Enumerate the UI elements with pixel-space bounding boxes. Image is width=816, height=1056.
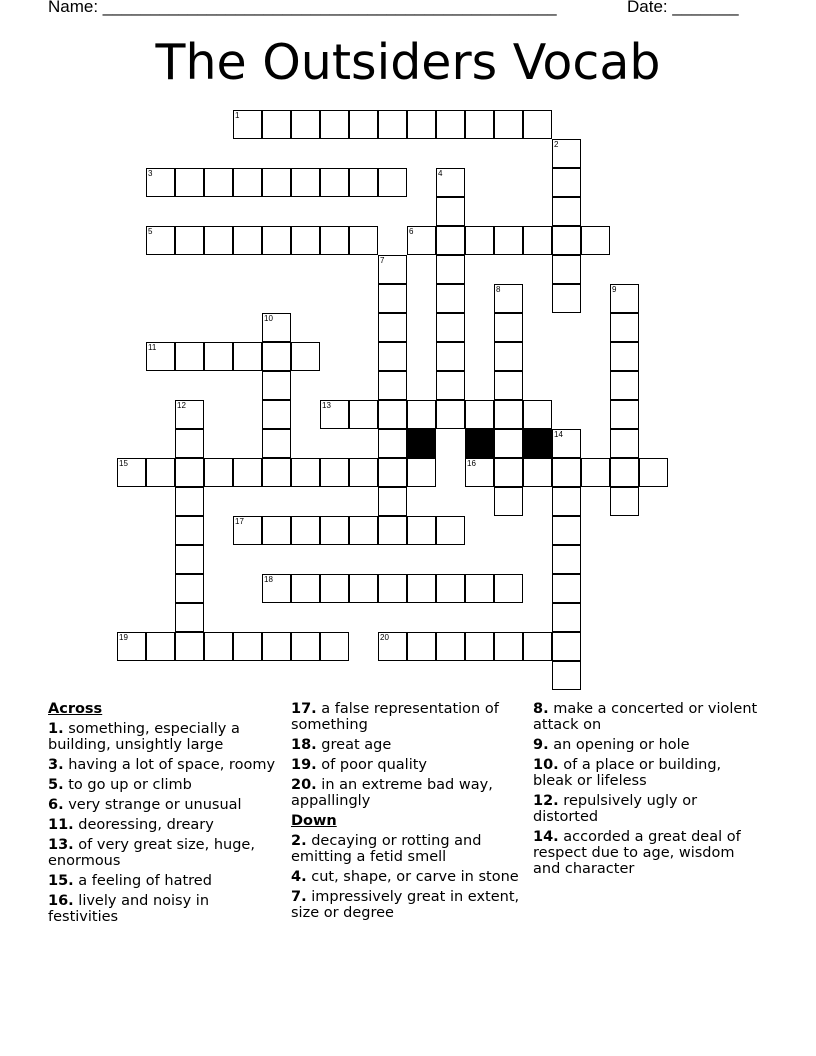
clue-text: in an extreme bad way, appallingly [291,777,493,809]
clues-column-1 [48,701,280,929]
crossword-cell[interactable] [320,516,349,545]
crossword-cell[interactable] [610,458,639,487]
crossword-cell[interactable] [146,168,175,197]
clue-number-label: 13. [48,837,74,853]
crossword-cell[interactable] [407,516,436,545]
crossword-cell[interactable] [146,226,175,255]
crossword-cell[interactable] [378,632,407,661]
crossword-cell[interactable] [523,226,552,255]
crossword-cell[interactable] [262,313,291,342]
crossword-cell[interactable] [436,632,465,661]
crossword-cell[interactable] [436,574,465,603]
clue-text: of poor quality [316,757,428,773]
crossword-cell[interactable] [320,400,349,429]
crossword-cell[interactable] [552,429,581,458]
crossword-cell[interactable] [378,255,407,284]
clue-number: 8 [496,285,501,294]
crossword-cell[interactable] [204,168,233,197]
crossword-cell[interactable] [233,226,262,255]
crossword-cell[interactable] [436,110,465,139]
clue-number-label: 4. [291,869,307,885]
crossword-cell[interactable] [204,226,233,255]
crossword-cell[interactable] [610,429,639,458]
crossword-cell[interactable] [523,458,552,487]
crossword-cell[interactable] [465,400,494,429]
crossword-cell[interactable] [262,458,291,487]
crossword-cell[interactable] [262,400,291,429]
across-clue [291,737,523,753]
crossword-cell[interactable] [262,342,291,371]
crossword-cell[interactable] [494,574,523,603]
crossword-cell[interactable] [494,226,523,255]
crossword-cell[interactable] [320,110,349,139]
clue-number: 12 [177,401,186,410]
crossword-cell[interactable] [494,429,523,458]
clue-text: an opening or hole [548,737,690,753]
down-clue [291,889,523,921]
crossword-cell[interactable] [552,661,581,690]
across-heading: Across [48,701,103,717]
clue-number: 3 [148,169,153,178]
clue-number: 19 [119,633,128,642]
clue-number-label: 15. [48,873,74,889]
clue-text: great age [316,737,392,753]
crossword-cell[interactable] [378,429,407,458]
crossword-cell[interactable] [262,371,291,400]
across-clue [291,701,523,733]
across-clue [48,721,280,753]
crossword-cell[interactable] [378,313,407,342]
down-clue [291,833,523,865]
clue-text: very strange or unusual [63,797,242,813]
crossword-cell[interactable] [552,197,581,226]
crossword-cell[interactable] [552,574,581,603]
across-clue [291,777,523,809]
crossword-cell[interactable] [407,110,436,139]
crossword-cell[interactable] [349,400,378,429]
crossword-cell[interactable] [378,284,407,313]
crossword-cell[interactable] [175,400,204,429]
crossword-cell[interactable] [146,342,175,371]
clue-text: of very great size, huge, enormous [48,837,255,869]
crossword-cell[interactable] [436,197,465,226]
clue-number: 11 [148,343,157,352]
crossword-cell[interactable] [436,168,465,197]
clue-number: 1 [235,111,240,120]
crossword-cell[interactable] [523,632,552,661]
crossword-cell[interactable] [291,226,320,255]
clue-number: 14 [554,430,563,439]
crossword-cell[interactable] [146,632,175,661]
clue-number: 20 [380,633,389,642]
crossword-cell[interactable] [204,632,233,661]
clue-number: 2 [554,140,559,149]
crossword-cell[interactable] [175,516,204,545]
crossword-cell[interactable] [465,110,494,139]
crossword-cell[interactable] [581,226,610,255]
crossword-cell[interactable] [291,110,320,139]
across-clue [48,797,280,813]
across-clue [48,837,280,869]
crossword-cell[interactable] [262,632,291,661]
crossword-cell[interactable] [349,226,378,255]
crossword-cell[interactable] [262,429,291,458]
crossword-cell[interactable] [465,574,494,603]
clue-number-label: 5. [48,777,64,793]
clue-number: 15 [119,459,128,468]
across-clue [48,757,280,773]
crossword-cell[interactable] [233,168,262,197]
crossword-cell[interactable] [407,458,436,487]
clue-text: lively and noisy in festivities [48,893,210,925]
crossword-cell[interactable] [320,168,349,197]
clue-text: a false representation of something [291,701,499,733]
crossword-cell[interactable] [639,458,668,487]
clue-text: decaying or rotting and emitting a fetid smell [291,833,482,865]
crossword-cell[interactable] [436,255,465,284]
clues-column-3 [533,701,765,881]
crossword-cell[interactable] [262,168,291,197]
clue-number: 5 [148,227,153,236]
clue-number-label: 16. [48,893,74,909]
crossword-cell[interactable] [581,458,610,487]
crossword-cell[interactable] [320,458,349,487]
crossword-cell[interactable] [610,400,639,429]
crossword-cell[interactable] [494,342,523,371]
crossword-cell[interactable] [494,313,523,342]
crossword-cell[interactable] [407,226,436,255]
clue-text: a feeling of hatred [73,873,212,889]
crossword-cell[interactable] [523,400,552,429]
crossword-cell[interactable] [465,632,494,661]
clue-number: 4 [438,169,443,178]
crossword-cell[interactable] [378,371,407,400]
crossword-cell[interactable] [378,168,407,197]
name-field-label[interactable]: Name: ________________________________________________ [48,0,557,16]
crossword-cell[interactable] [610,342,639,371]
clue-number-label: 6. [48,797,64,813]
clue-number: 16 [467,459,476,468]
crossword-cell[interactable] [494,400,523,429]
crossword-cell[interactable] [175,168,204,197]
crossword-cell[interactable] [204,342,233,371]
clue-number-label: 14. [533,829,559,845]
crossword-cell[interactable] [175,458,204,487]
clue-number: 13 [322,401,331,410]
crossword-cell[interactable] [378,342,407,371]
clue-text: accorded a great deal of respect due to age, wisdom and character [533,829,741,877]
crossword-cell[interactable] [552,632,581,661]
crossword-cell[interactable] [233,516,262,545]
crossword-cell[interactable] [494,632,523,661]
down-clue [533,757,765,789]
down-clue [533,793,765,825]
clue-number: 18 [264,575,273,584]
crossword-cell[interactable] [117,458,146,487]
clue-number-label: 2. [291,833,307,849]
clue-number-label: 1. [48,721,64,737]
crossword-cell[interactable] [494,458,523,487]
clue-text: make a concerted or violent attack on [533,701,758,733]
clue-number-label: 19. [291,757,317,773]
crossword-cell[interactable] [378,487,407,516]
clues-column-2 [291,701,523,925]
crossword-cell[interactable] [175,487,204,516]
across-clue [48,893,280,925]
black-square [523,429,552,458]
crossword-cell[interactable] [233,342,262,371]
crossword-cell[interactable] [175,545,204,574]
crossword-cell[interactable] [291,342,320,371]
crossword-cell[interactable] [378,516,407,545]
crossword-cell[interactable] [494,371,523,400]
crossword-cell[interactable] [175,342,204,371]
crossword-cell[interactable] [552,168,581,197]
crossword-cell[interactable] [291,458,320,487]
crossword-cell[interactable] [610,371,639,400]
crossword-cell[interactable] [436,516,465,545]
crossword-cell[interactable] [233,632,262,661]
clue-number-label: 11. [48,817,74,833]
crossword-cell[interactable] [320,574,349,603]
crossword-cell[interactable] [349,516,378,545]
crossword-cell[interactable] [523,110,552,139]
crossword-cell[interactable] [552,545,581,574]
clue-number: 17 [235,517,244,526]
clue-number: 10 [264,314,273,323]
crossword-cell[interactable] [349,574,378,603]
crossword-cell[interactable] [552,458,581,487]
crossword-cell[interactable] [146,458,175,487]
crossword-cell[interactable] [436,226,465,255]
clue-number: 9 [612,285,617,294]
crossword-cell[interactable] [436,313,465,342]
crossword-cell[interactable] [175,574,204,603]
clue-text: of a place or building, bleak or lifeless [533,757,722,789]
crossword-cell[interactable] [552,603,581,632]
crossword-cell[interactable] [175,632,204,661]
crossword-cell[interactable] [320,632,349,661]
crossword-cell[interactable] [552,487,581,516]
crossword-cell[interactable] [175,603,204,632]
crossword-cell[interactable] [349,110,378,139]
crossword-cell[interactable] [378,574,407,603]
crossword-cell[interactable] [349,168,378,197]
crossword-cell[interactable] [494,110,523,139]
crossword-cell[interactable] [407,400,436,429]
crossword-cell[interactable] [465,226,494,255]
crossword-cell[interactable] [552,139,581,168]
crossword-cell[interactable] [407,632,436,661]
clue-text: cut, shape, or carve in stone [306,869,519,885]
down-heading: Down [291,813,337,829]
crossword-cell[interactable] [349,458,378,487]
crossword-cell[interactable] [610,487,639,516]
page-title: The Outsiders Vocab [155,34,661,91]
crossword-cell[interactable] [436,400,465,429]
clue-number: 6 [409,227,414,236]
clue-number-label: 3. [48,757,64,773]
down-clue [533,737,765,753]
crossword-cell[interactable] [552,516,581,545]
down-clue [291,869,523,885]
crossword-cell[interactable] [262,574,291,603]
clue-number-label: 20. [291,777,317,793]
crossword-cell[interactable] [494,284,523,313]
crossword-cell[interactable] [291,632,320,661]
across-clue [48,817,280,833]
clue-number-label: 8. [533,701,549,717]
clue-text: to go up or climb [63,777,192,793]
crossword-cell[interactable] [204,458,233,487]
crossword-cell[interactable] [233,458,262,487]
crossword-cell[interactable] [378,400,407,429]
crossword-cell[interactable] [291,168,320,197]
crossword-cell[interactable] [436,342,465,371]
clue-number-label: 10. [533,757,559,773]
crossword-cell[interactable] [262,110,291,139]
crossword-cell[interactable] [291,516,320,545]
clue-text: something, especially a building, unsightly large [48,721,240,753]
crossword-cell[interactable] [552,255,581,284]
down-clue [533,829,765,877]
crossword-cell[interactable] [262,226,291,255]
crossword-cell[interactable] [175,226,204,255]
crossword-cell[interactable] [436,284,465,313]
clue-number-label: 12. [533,793,559,809]
across-clue [48,777,280,793]
crossword-cell[interactable] [494,487,523,516]
crossword-cell[interactable] [291,574,320,603]
clue-number: 7 [380,256,385,265]
black-square [465,429,494,458]
clue-text: having a lot of space, roomy [63,757,276,773]
crossword-cell[interactable] [436,371,465,400]
clue-text: deoressing, dreary [73,817,214,833]
down-clue [533,701,765,733]
crossword-cell[interactable] [610,313,639,342]
crossword-cell[interactable] [175,429,204,458]
crossword-cell[interactable] [407,574,436,603]
date-field-label[interactable]: Date: _______ [627,0,739,16]
crossword-cell[interactable] [117,632,146,661]
crossword-cell[interactable] [262,516,291,545]
black-square [407,429,436,458]
clue-number-label: 9. [533,737,549,753]
clue-number-label: 17. [291,701,317,717]
across-clue [48,873,280,889]
crossword-cell[interactable] [610,284,639,313]
crossword-cell[interactable] [378,110,407,139]
clue-number-label: 7. [291,889,307,905]
crossword-cell[interactable] [465,458,494,487]
clue-number-label: 18. [291,737,317,753]
crossword-cell[interactable] [552,284,581,313]
clue-text: repulsively ugly or distorted [533,793,698,825]
clue-text: impressively great in extent, size or degree [291,889,520,921]
crossword-cell[interactable] [320,226,349,255]
across-clue [291,757,523,773]
crossword-cell[interactable] [378,458,407,487]
crossword-cell[interactable] [233,110,262,139]
crossword-cell[interactable] [552,226,581,255]
